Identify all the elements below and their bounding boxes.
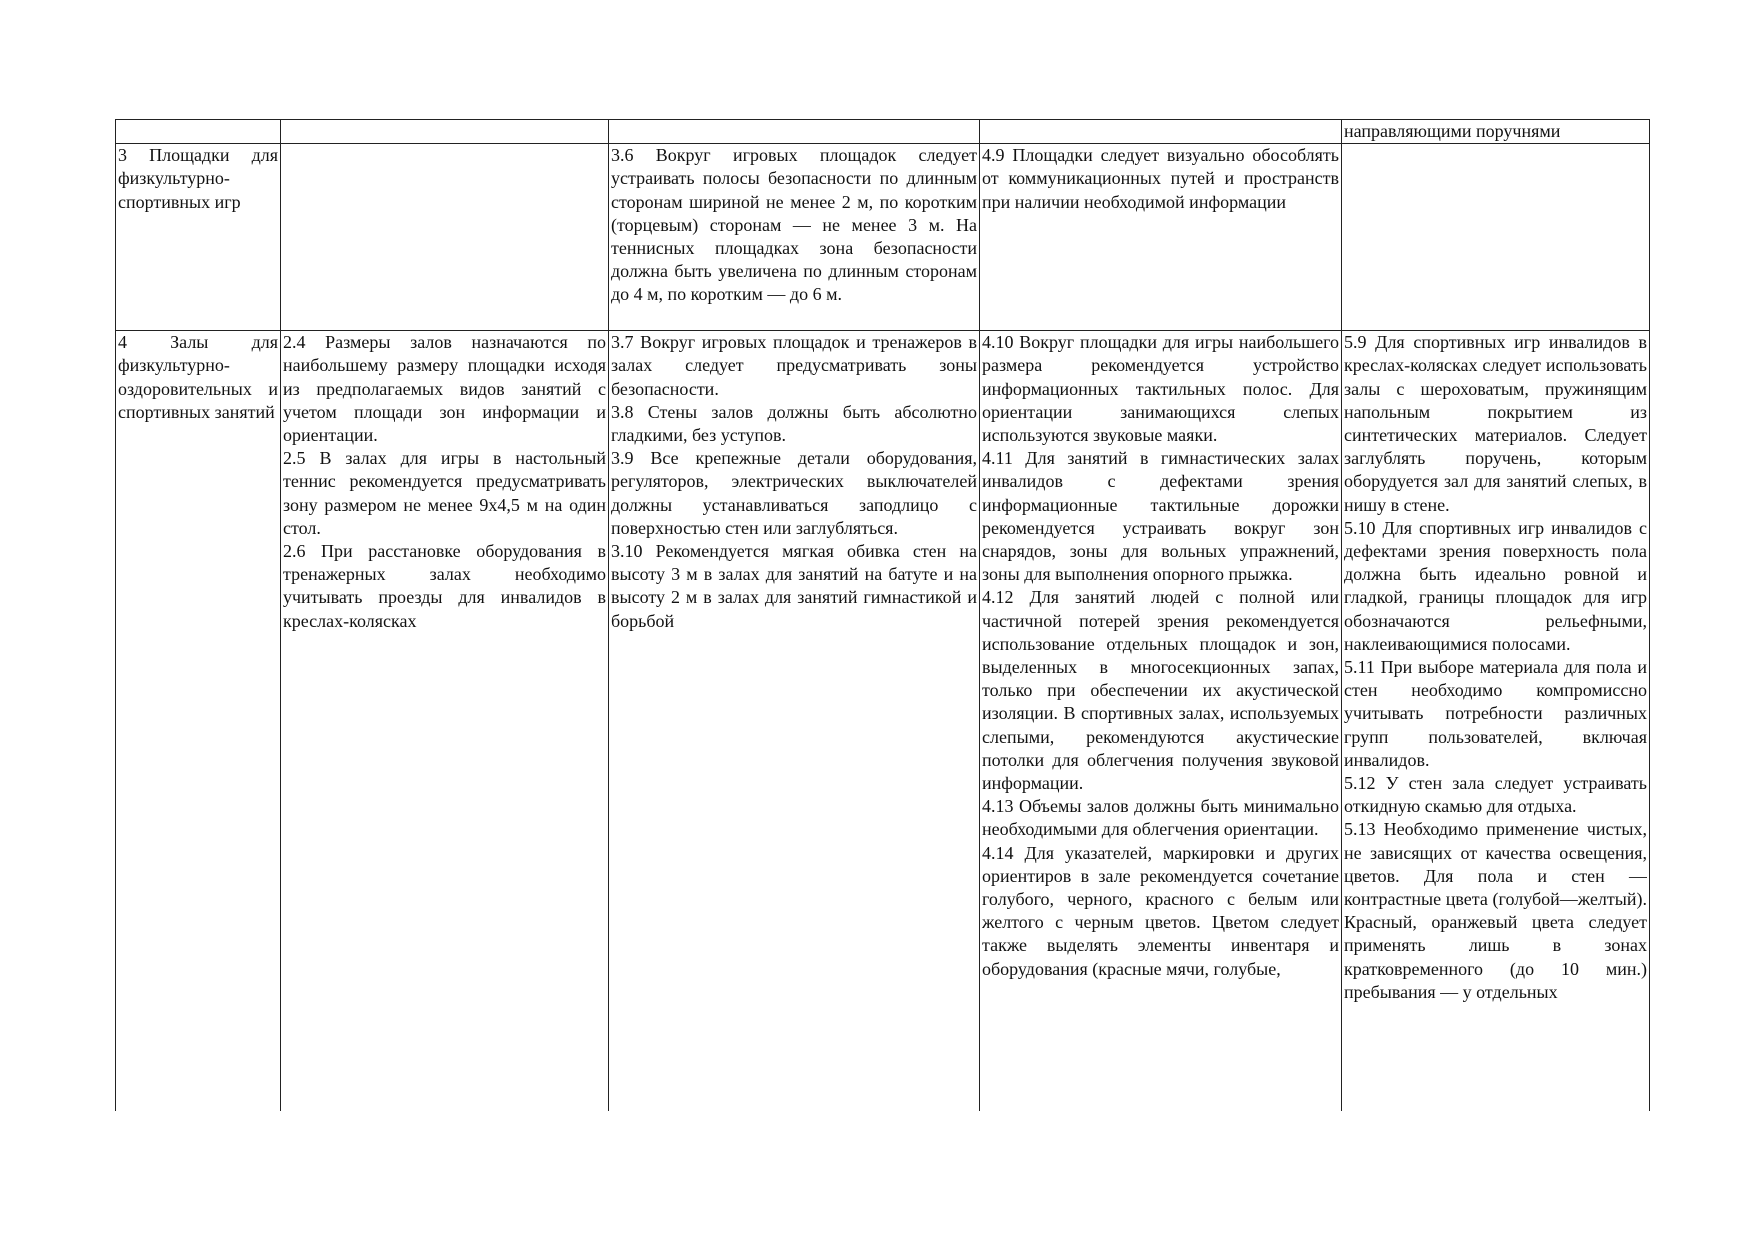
cell-r4-c5 [1342, 331, 1650, 1112]
clause-3-7: 3.7 Вокруг игровых площадок и тренажеров в залах следует предусматривать зоны безопасности. [611, 332, 977, 399]
cell-r0-c5: направляющими поручнями [1342, 120, 1650, 144]
row-title: 4 Залы для физкультурно-оздоровительных и спортивных занятий [118, 332, 278, 422]
cell-r4-c1 [116, 331, 281, 1112]
cell-r0-c1 [116, 120, 281, 144]
clause-5-12: 5.12 У стен зала следует устраивать откидную скамью для отдыха. [1344, 773, 1647, 817]
cell-r4-c4 [980, 331, 1342, 1112]
clause-4-13: 4.13 Объемы залов должны быть минимально необходимыми для облегчения ориентации. [982, 796, 1339, 840]
clause-3-8: 3.8 Стены залов должны быть абсолютно гладкими, без уступов. [611, 401, 977, 446]
cell-r3-c1 [116, 144, 281, 331]
clause-3-10: 3.10 Рекомендуется мягкая обивка стен на высоту 3 м в залах для занятий на батуте и на высоту 2 м в залах для занятий гимнастикой и борьбой [611, 541, 977, 631]
cell-r3-c4 [980, 144, 1342, 331]
standards-table [115, 119, 1650, 1111]
cell-r4-c2 [281, 331, 609, 1112]
clause-2-4: 2.4 Размеры залов назначаются по наибольшему размеру площадки исходя из предполагаемых видов занятий с учетом площади зон информации и ориентации. [283, 332, 606, 446]
clause-3-9: 3.9 Все крепежные детали оборудования, регуляторов, электрических выключателей должны устанавливаться заподлицо с поверхностью стен или заглубляться. [611, 448, 977, 538]
row-title: 3 Площадки для физкультурно-спортивных игр [118, 145, 278, 212]
clause-4-12: 4.12 Для занятий людей с полной или частичной потерей зрения рекомендуется использование отдельных площадок и зон, выделенных в многосекционных запах, только при обеспечении их акустической изоляции. В спортивных залах, используемых слепыми, рекомендуются акустические потолки для облегчения получения звуковой информации. [982, 587, 1339, 794]
clause-5-13: 5.13 Необходимо применение чистых, не зависящих от качества освещения, цветов. Для пола и стен — контрастные цвета (голубой—желтый). Красный, оранжевый цвета следует применять лишь в зонах кратковременного (до 10 мин.) пребывания — у отдельных [1344, 819, 1647, 1002]
clause-4-14: 4.14 Для указателей, маркировки и других ориентиров в зале рекомендуется сочетание голубого, черного, красного с белым или желтого с черным цветов. Цветом следует также выделять элементы инвентаря и оборудования (красные мячи, голубые, [982, 842, 1339, 979]
cell-r4-c3 [609, 331, 980, 1112]
clause-5-11: 5.11 При выборе материала для пола и стен необходимо компромиссно учитывать потребности различных групп пользователей, включая инвалидов. [1344, 657, 1647, 770]
clause-3-6: 3.6 Вокруг игровых площадок следует устраивать полосы безопасности по длинным сторонам шириной не менее 2 м, по коротким (торцевым) сторонам — не менее 3 м. На теннисных площадках зона безопасности должна быть увеличена по длинным сторонам до 4 м, по коротким — до 6 м. [611, 145, 977, 305]
cell-r3-c2 [281, 144, 609, 331]
cell-r0-c2 [281, 120, 609, 144]
clause-4-10: 4.10 Вокруг площадки для игры наибольшего размера рекомендуется устройство информационных тактильных полос. Для ориентации занимающихся слепых используются звуковые маяки. [982, 332, 1339, 446]
clause-5-9: 5.9 Для спортивных игр инвалидов в креслах-колясках следует использовать залы с шероховатым, пружинящим напольным покрытием из синтетических материалов. Следует заглублять поручень, которым оборудуется зал для занятий слепых, в нишу в стене. [1344, 332, 1647, 515]
cell-r0-c3 [609, 120, 980, 144]
clause-2-5: 2.5 В залах для игры в настольный теннис рекомендуется предусматривать зону размером не менее 9х4,5 м на один стол. [283, 448, 606, 538]
cell-r3-c3 [609, 144, 980, 331]
clause-4-9: 4.9 Площадки следует визуально обособлять от коммуникационных путей и пространств при наличии необходимой информации [982, 145, 1339, 212]
clause-5-10: 5.10 Для спортивных игр инвалидов с дефектами зрения поверхность пола должна быть идеально ровной и гладкой, границы площадок для игр обозначаются рельефными, наклеивающимися полосами. [1344, 517, 1647, 654]
table-row-sports-grounds [116, 144, 1650, 331]
cell-r3-c5 [1342, 144, 1650, 331]
table-row-continuation [116, 120, 1650, 144]
clause-2-6: 2.6 При расстановке оборудования в тренажерных залах необходимо учитывать проезды для инвалидов в креслах-колясках [283, 541, 606, 631]
cell-r0-c4 [980, 120, 1342, 144]
clause-4-11: 4.11 Для занятий в гимнастических залах инвалидов с дефектами зрения информационные тактильные дорожки рекомендуется устраивать вокруг зон снарядов, зоны для вольных упражнений, зоны для выполнения опорного прыжка. [982, 448, 1339, 585]
table-row-sports-halls [116, 331, 1650, 1112]
